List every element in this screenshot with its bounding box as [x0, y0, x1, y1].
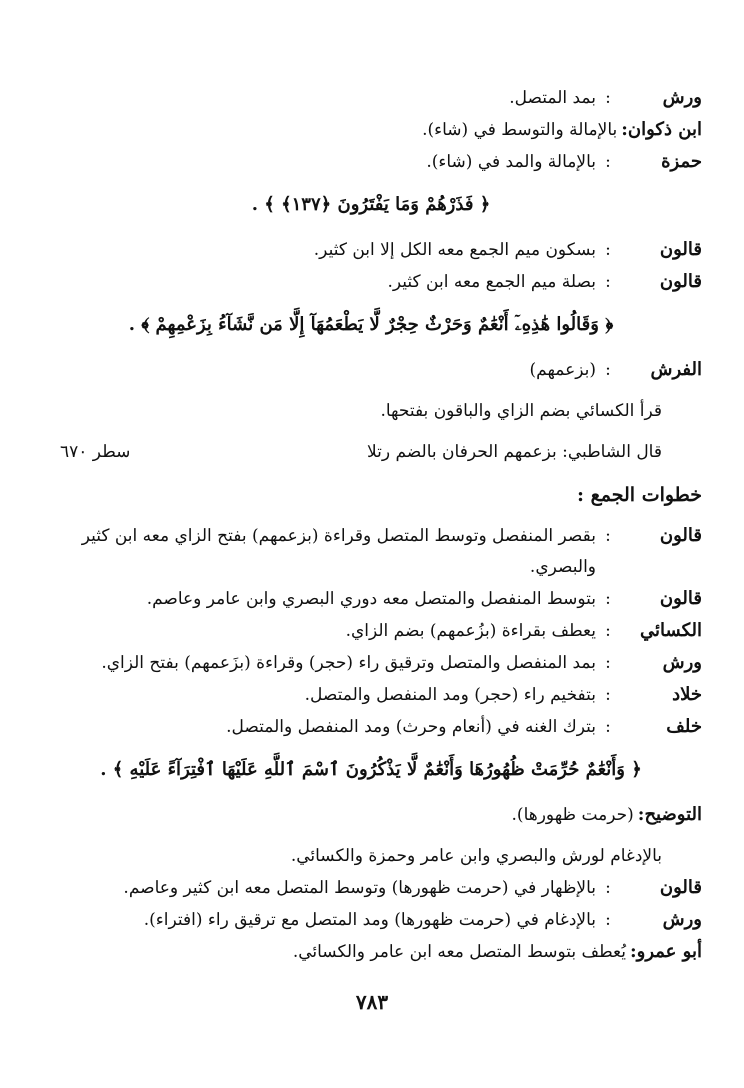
reader-label: ورش [662, 909, 702, 930]
shatibi-line-ref: سطر ٦٧٠ [60, 442, 131, 462]
reader-label: قالون [659, 588, 702, 609]
step-khalaf: خلف : بترك الغنه في (أنعام وحرث) ومد المنفصل والمتصل. [40, 711, 702, 743]
quran-verse-1: ﴿ فَذَرْهُمْ وَمَا يَفْتَرُونَ ﴿١٣٧﴾ ﴾ . [251, 194, 491, 215]
entry-text: بالإمالة والمد في (شاء). [426, 152, 596, 172]
entry-warsh-2: ورش : بالإدغام في (حرمت ظهورها) ومد المتصل مع ترقيق راء (افتراء). [40, 904, 702, 936]
entry-qalun-2: قالون : بصلة ميم الجمع معه ابن كثير. [40, 266, 702, 298]
entry-text: بمد المنفصل والمتصل وترقيق راء (حجر) وقراءة (بزَعمهم) بفتح الزاي. [101, 653, 596, 673]
section-heading: خطوات الجمع : [577, 484, 702, 506]
tawdih-note: بالإدغام لورش والبصري وابن عامر وحمزة والكسائي. [290, 846, 662, 866]
reader-label: أبو عمرو: [630, 941, 702, 962]
entry-text: بصلة ميم الجمع معه ابن كثير. [387, 272, 596, 292]
quran-verse-2: ﴿ وَقَالُوا هَٰذِهِۦٓ أَنْعَٰمٌ وَحَرْثٌ حِجْرٌ لَّا يَطْعَمُهَآ إِلَّا مَن نَّشَآءُ بِزَعْمِهِمْ ﴾ . [128, 314, 614, 335]
entry-hamza: حمزة : بالإمالة والمد في (شاء). [40, 146, 702, 178]
entry-text: بتفخيم راء (حجر) ومد المنفصل والمتصل. [304, 685, 596, 705]
quran-verse-3: ﴿ وَأَنْعَٰمٌ حُرِّمَتْ ظُهُورُهَا وَأَنْعَٰمٌ لَّا يَذْكُرُونَ ٱسْمَ ٱللَّهِ عَلَيْهَا ٱفْتِرَآءً عَلَيْهِ ﴾ . [100, 759, 642, 780]
section-label: الفرش [650, 359, 702, 380]
entry-text: (بزعمهم) [529, 360, 596, 380]
entry-farsh: الفرش : (بزعمهم) [40, 354, 702, 386]
entry-text: يعطف بقراءة (بزُعمهم) بضم الزاي. [345, 621, 596, 641]
entry-text: بقصر المنفصل وتوسط المتصل وقراءة (بزعمهم) بفتح الزاي معه ابن كثير [81, 526, 596, 546]
reader-label: ورش [662, 87, 702, 108]
reader-label: قالون [659, 239, 702, 260]
entry-qalun-1: قالون : بسكون ميم الجمع معه الكل إلا ابن كثير. [40, 234, 702, 266]
reader-label: خلف [666, 716, 702, 737]
entry-qalun-3: قالون : بالإظهار في (حرمت ظهورها) وتوسط المتصل معه ابن كثير وعاصم. [40, 872, 702, 904]
page-number: ٧٨٣ [355, 990, 389, 1014]
reader-label: ابن ذكوان: [621, 119, 702, 140]
farsh-note: قرأ الكسائي بضم الزاي والباقون بفتحها. [380, 401, 662, 421]
entry-text: بترك الغنه في (أنعام وحرث) ومد المنفصل والمتصل. [226, 717, 596, 737]
reader-label: ورش [662, 652, 702, 673]
step-warsh: ورش : بمد المنفصل والمتصل وترقيق راء (حجر) وقراءة (بزَعمهم) بفتح الزاي. [40, 647, 702, 679]
entry-ibn-dhakwan [40, 114, 702, 146]
step-kisai: الكسائي : يعطف بقراءة (بزُعمهم) بضم الزاي. [40, 615, 702, 647]
reader-label: قالون [659, 525, 702, 546]
entry-text: بسكون ميم الجمع معه الكل إلا ابن كثير. [313, 240, 596, 260]
entry-text: بالإظهار في (حرمت ظهورها) وتوسط المتصل معه ابن كثير وعاصم. [123, 878, 596, 898]
entry-text: (حرمت ظهورها). [511, 805, 634, 825]
entry-continuation: والبصري. [529, 557, 596, 577]
step-qalun-1: قالون : بقصر المنفصل وتوسط المتصل وقراءة (بزعمهم) بفتح الزاي معه ابن كثير [40, 520, 702, 552]
page-content [40, 82, 702, 968]
entry-text: يُعطف بتوسط المتصل معه ابن عامر والكسائي. [292, 942, 626, 962]
shatibi-verse: قال الشاطبي: بزعمهم الحرفان بالضم رتلا [367, 442, 662, 462]
entry-warsh: ورش : بمد المتصل. [40, 82, 702, 114]
reader-label: خلاد [672, 684, 702, 705]
entry-tawdih [40, 799, 702, 831]
reader-label: قالون [659, 877, 702, 898]
entry-text: بتوسط المنفصل والمتصل معه دوري البصري وابن عامر وعاصم. [146, 589, 596, 609]
step-khallad: خلاد : بتفخيم راء (حجر) ومد المنفصل والمتصل. [40, 679, 702, 711]
reader-label: حمزة [661, 151, 702, 172]
shatibi-quote [40, 437, 702, 468]
step-qalun-2: قالون : بتوسط المنفصل والمتصل معه دوري البصري وابن عامر وعاصم. [40, 583, 702, 615]
reader-label: الكسائي [640, 620, 702, 641]
entry-text: بمد المتصل. [509, 88, 596, 108]
section-label: التوضيح: [637, 804, 702, 825]
entry-text: بالإمالة والتوسط في (شاء). [422, 120, 618, 140]
entry-text: بالإدغام في (حرمت ظهورها) ومد المتصل مع ترقيق راء (افتراء). [143, 910, 596, 930]
reader-label: قالون [659, 271, 702, 292]
entry-abu-amr [40, 936, 702, 968]
